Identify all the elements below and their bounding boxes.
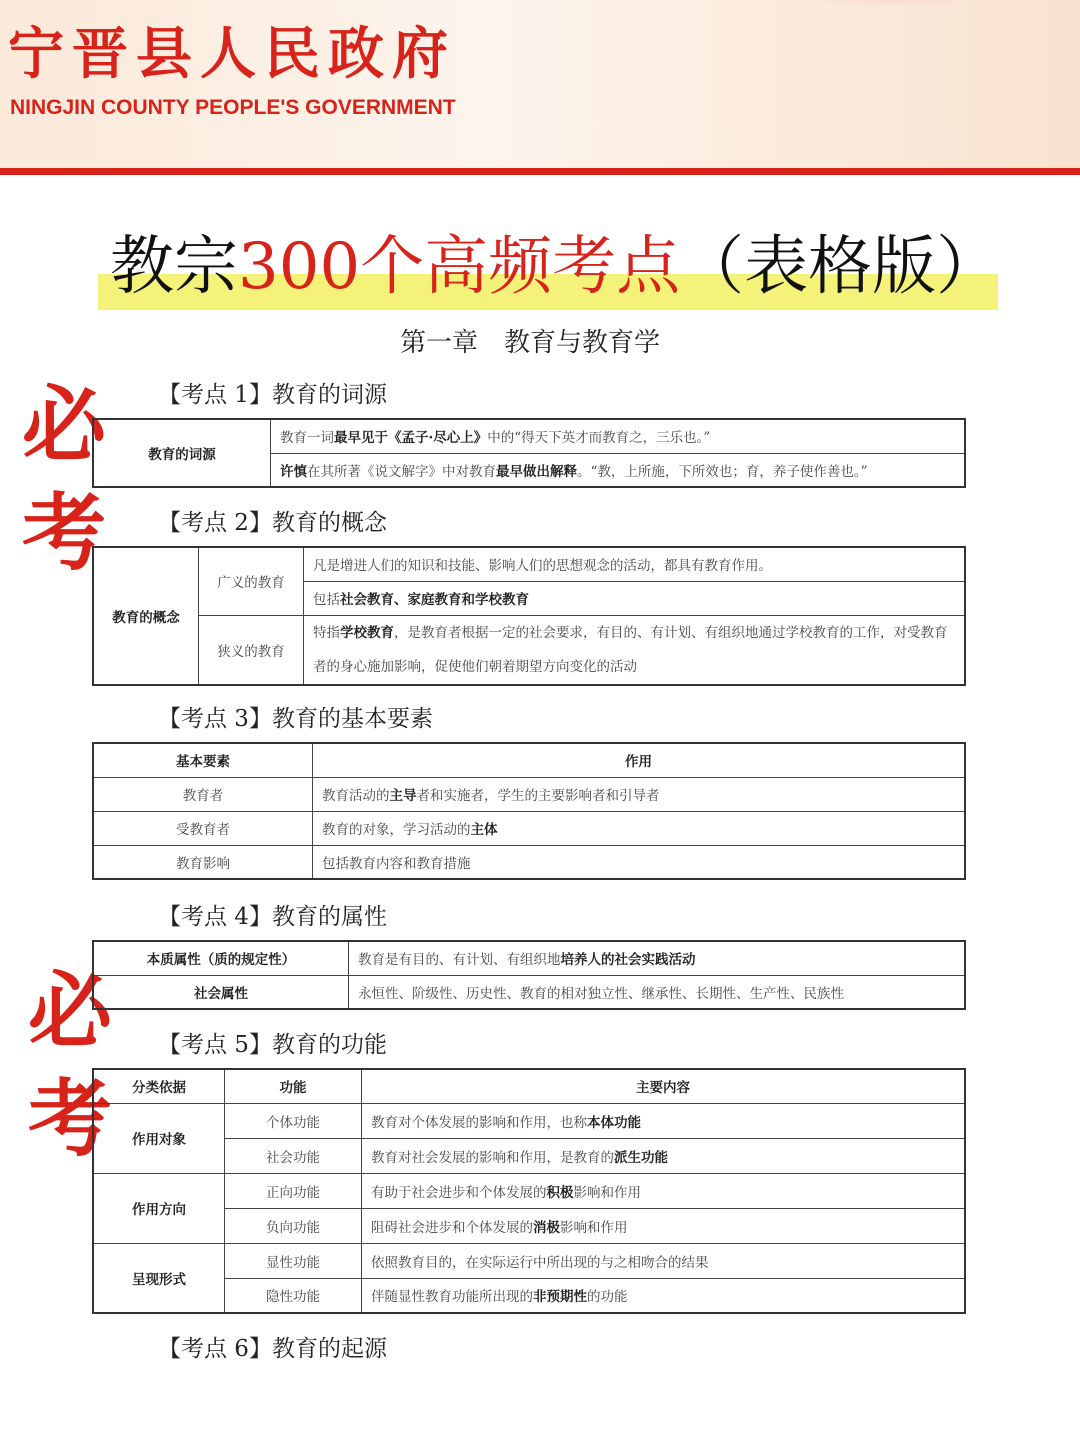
table-cell: 特指学校教育，是教育者根据一定的社会要求，有目的、有计划、有组织地通过学校教育的工作，对受教育者的身心施加影响，促使他们朝着期望方向变化的活动 bbox=[304, 615, 966, 685]
table-cell: 隐性功能 bbox=[225, 1278, 362, 1313]
table-cell: 社会属性 bbox=[93, 975, 349, 1009]
table-elements bbox=[92, 742, 966, 880]
table-cell: 教育对个体发展的影响和作用，也称本体功能 bbox=[362, 1103, 966, 1138]
table-cell: 显性功能 bbox=[225, 1243, 362, 1278]
page-title: 教宗300个高频考点（表格版） bbox=[110, 230, 1001, 304]
table-cell: 本质属性（质的规定性） bbox=[93, 941, 349, 975]
table-attributes bbox=[92, 940, 966, 1010]
table-cell: 个体功能 bbox=[225, 1103, 362, 1138]
section-heading-5: 【考点 5】教育的功能 bbox=[158, 1032, 387, 1058]
table-cell: 依照教育目的，在实际运行中所出现的与之相吻合的结果 bbox=[362, 1243, 966, 1278]
table-cell: 包括教育内容和教育措施 bbox=[313, 845, 966, 879]
banner-red-stripe bbox=[0, 168, 1080, 175]
table-concept bbox=[92, 546, 966, 686]
column-header: 功能 bbox=[225, 1069, 362, 1103]
table-cell: 教育的对象，学习活动的主体 bbox=[313, 811, 966, 845]
table-cell: 有助于社会进步和个体发展的积极影响和作用 bbox=[362, 1173, 966, 1208]
section-heading-2: 【考点 2】教育的概念 bbox=[158, 510, 387, 536]
table-cell: 阻碍社会进步和个体发展的消极影响和作用 bbox=[362, 1208, 966, 1243]
column-header: 作用 bbox=[313, 743, 966, 777]
section-heading-3: 【考点 3】教育的基本要素 bbox=[158, 706, 433, 732]
row-label: 教育的概念 bbox=[93, 547, 199, 685]
table-cell: 教育者 bbox=[93, 777, 313, 811]
table-cell: 教育对社会发展的影响和作用，是教育的派生功能 bbox=[362, 1138, 966, 1173]
section-heading-6: 【考点 6】教育的起源 bbox=[158, 1336, 387, 1362]
table-cell: 教育活动的主导者和实施者，学生的主要影响者和引导者 bbox=[313, 777, 966, 811]
section-heading-4: 【考点 4】教育的属性 bbox=[158, 904, 387, 930]
chapter-title: 第一章 教育与教育学 bbox=[399, 328, 660, 358]
table-cell: 伴随显性教育功能所出现的非预期性的功能 bbox=[362, 1278, 966, 1313]
stamp-char-1: 必 bbox=[22, 376, 107, 474]
table-cell: 教育影响 bbox=[93, 845, 313, 879]
table-cell: 包括社会教育、家庭教育和学校教育 bbox=[304, 581, 966, 615]
table-cell: 受教育者 bbox=[93, 811, 313, 845]
stamp-char-2: 考 bbox=[22, 484, 107, 582]
table-cell: 教育一词最早见于《孟子·尽心上》中的“得天下英才而教育之，三乐也。” bbox=[271, 419, 966, 453]
table-cell: 社会功能 bbox=[225, 1138, 362, 1173]
column-header: 基本要素 bbox=[93, 743, 313, 777]
stamp-char-3: 必 bbox=[28, 962, 113, 1060]
group-label: 作用方向 bbox=[93, 1173, 225, 1243]
table-cell: 正向功能 bbox=[225, 1173, 362, 1208]
column-header: 分类依据 bbox=[93, 1069, 225, 1103]
table-cell: 许慎在其所著《说文解字》中对教育最早做出解释。“教，上所施，下所效也；育，养子使作善也。” bbox=[271, 453, 966, 487]
table-cell: 负向功能 bbox=[225, 1208, 362, 1243]
stamp-char-4: 考 bbox=[28, 1070, 113, 1168]
row-label: 教育的词源 bbox=[93, 419, 271, 487]
table-etymology bbox=[92, 418, 966, 488]
gov-name-en: NINGJIN COUNTY PEOPLE'S GOVERNMENT bbox=[10, 96, 456, 119]
group-label: 呈现形式 bbox=[93, 1243, 225, 1313]
section-heading-1: 【考点 1】教育的词源 bbox=[158, 382, 387, 408]
table-cell: 永恒性、阶级性、历史性、教育的相对独立性、继承性、长期性、生产性、民族性 bbox=[349, 975, 966, 1009]
gov-name-cn: 宁晋县人民政府 bbox=[8, 22, 456, 87]
sub-label: 广义的教育 bbox=[199, 547, 304, 615]
table-cell: 教育是有目的、有计划、有组织地培养人的社会实践活动 bbox=[349, 941, 966, 975]
table-cell: 凡是增进人们的知识和技能、影响人们的思想观念的活动，都具有教育作用。 bbox=[304, 547, 966, 581]
table-functions bbox=[92, 1068, 966, 1314]
sub-label: 狭义的教育 bbox=[199, 615, 304, 685]
group-label: 作用对象 bbox=[93, 1103, 225, 1173]
column-header: 主要内容 bbox=[362, 1069, 966, 1103]
